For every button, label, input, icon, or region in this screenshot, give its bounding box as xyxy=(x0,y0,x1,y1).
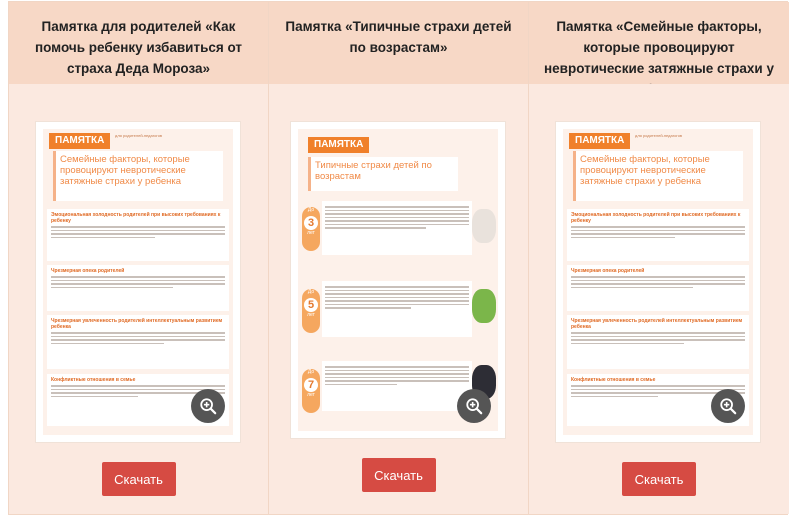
dragon-illustration xyxy=(472,289,496,323)
download-button[interactable]: Скачать xyxy=(102,462,176,496)
memo-card xyxy=(269,2,529,514)
leaflet-tag: ПАМЯТКА xyxy=(569,133,630,149)
download-button[interactable]: Скачать xyxy=(362,458,436,492)
leaflet-tag: ПАМЯТКА xyxy=(49,133,110,149)
zoom-in-icon xyxy=(465,397,483,415)
doctor-illustration xyxy=(472,209,496,243)
leaflet-page xyxy=(298,129,498,431)
age-text-block xyxy=(322,201,472,255)
leaflet-section: Конфликтные отношения в семье xyxy=(567,374,749,426)
leaflet-tag: ПАМЯТКА xyxy=(308,137,369,153)
memo-card xyxy=(529,2,789,514)
leaflet-section: Чрезмерная увлеченность родителей интеллектуальным развитием ребенка xyxy=(567,315,749,369)
zoom-in-icon xyxy=(719,397,737,415)
leaflet-heading: Семейные факторы, которые провоцируют невротические затяжные страхи у ребенка xyxy=(573,151,743,201)
age-badge: До 5 лет xyxy=(302,289,320,333)
zoom-button[interactable] xyxy=(711,389,745,423)
leaflet-tag-sub: для родителей-педагогов xyxy=(115,133,163,138)
age-badge: До 7 лет xyxy=(302,369,320,413)
zoom-button[interactable] xyxy=(457,389,491,423)
card-title: Памятка для родителей «Как помочь ребенку избавиться от страха Деда Мороза» xyxy=(9,2,268,84)
leaflet-section: Эмоциональная холодность родителей при высоких требованиях к ребенку xyxy=(47,209,229,261)
leaflet-heading: Семейные факторы, которые провоцируют невротические затяжные страхи у ребенка xyxy=(53,151,223,201)
zoom-in-icon xyxy=(199,397,217,415)
memo-card xyxy=(9,2,269,514)
leaflet-section: Чрезмерная опека родителей xyxy=(47,265,229,311)
age-text-block xyxy=(322,361,472,411)
card-body xyxy=(269,84,528,514)
card-title: Памятка «Семейные факторы, которые провоцируют невротические затяжные страхи у xyxy=(529,2,789,84)
leaflet-section: Конфликтные отношения в семье xyxy=(47,374,229,426)
leaflet-heading: Типичные страхи детей по возрастам xyxy=(308,157,458,191)
leaflet-section: Чрезмерная увлеченность родителей интеллектуальным развитием ребенка xyxy=(47,315,229,369)
card-title: Памятка «Типичные страхи детей по возрастам» xyxy=(269,2,528,84)
leaflet-section: Чрезмерная опека родителей xyxy=(567,265,749,311)
leaflet-section: Эмоциональная холодность родителей при высоких требованиях к ребенку xyxy=(567,209,749,261)
leaflet-tag-sub: для родителей-педагогов xyxy=(635,133,683,138)
memo-cards-grid xyxy=(8,1,788,515)
card-body xyxy=(529,84,789,514)
card-body xyxy=(9,84,268,514)
age-badge: До 3 лет xyxy=(302,207,320,251)
zoom-button[interactable] xyxy=(191,389,225,423)
age-text-block xyxy=(322,281,472,337)
download-button[interactable]: Скачать xyxy=(622,462,696,496)
